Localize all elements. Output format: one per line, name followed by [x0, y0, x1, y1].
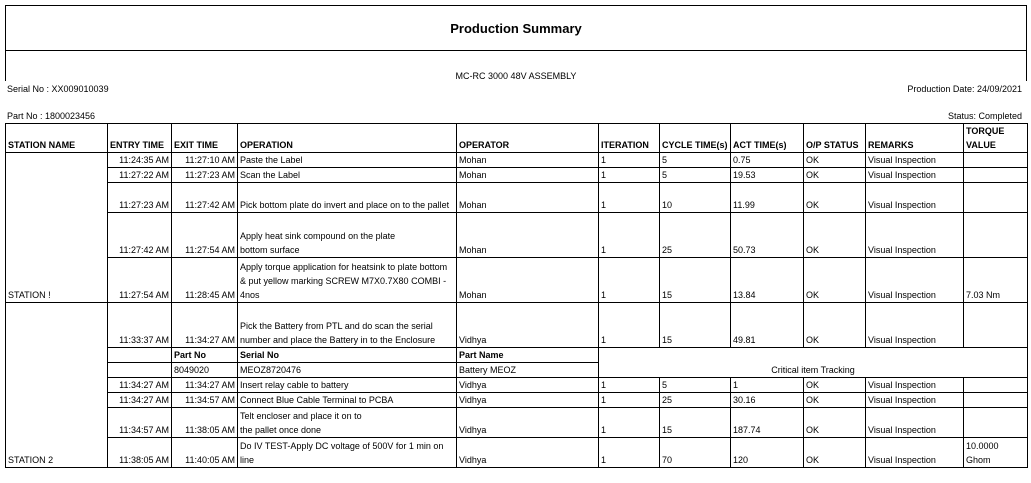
- header-entry-time: ENTRY TIME: [108, 124, 172, 153]
- remarks: Visual Inspection: [866, 303, 964, 348]
- torque-value: [964, 393, 1028, 408]
- operator: Vidhya: [457, 408, 599, 438]
- entry-time: 11:34:57 AM: [108, 408, 172, 438]
- operator: Mohan: [457, 153, 599, 168]
- remarks: Visual Inspection: [866, 183, 964, 213]
- act-time: 120: [731, 438, 804, 468]
- critical-header-row: [6, 348, 1028, 363]
- iteration: 1: [599, 168, 660, 183]
- act-time: 0.75: [731, 153, 804, 168]
- table-row: [6, 258, 1028, 303]
- page-title: Production Summary: [5, 5, 1027, 51]
- header-operation: OPERATION: [238, 124, 457, 153]
- act-time: 30.16: [731, 393, 804, 408]
- exit-time: 11:27:10 AM: [172, 153, 238, 168]
- remarks: Visual Inspection: [866, 438, 964, 468]
- operation: Apply torque application for heatsink to plate bottom & put yellow marking SCREW M7X0.7X80 COMBI - 4nos: [238, 258, 457, 303]
- operator: Vidhya: [457, 393, 599, 408]
- act-time: 11.99: [731, 183, 804, 213]
- act-time: 1: [731, 378, 804, 393]
- operator: Vidhya: [457, 378, 599, 393]
- entry-time: 11:34:27 AM: [108, 378, 172, 393]
- operation: Paste the Label: [238, 153, 457, 168]
- table-row: [6, 183, 1028, 213]
- operator: Mohan: [457, 258, 599, 303]
- critical-serial-no-label: Serial No: [238, 348, 457, 363]
- exit-time: 11:40:05 AM: [172, 438, 238, 468]
- header-operator: OPERATOR: [457, 124, 599, 153]
- operation: Pick bottom plate do invert and place on to the pallet: [238, 183, 457, 213]
- cycle-time: 25: [660, 393, 731, 408]
- critical-serial-no: MEOZ8720476: [238, 363, 457, 378]
- entry-time: 11:33:37 AM: [108, 303, 172, 348]
- table-row: [6, 378, 1028, 393]
- exit-time: 11:34:27 AM: [172, 303, 238, 348]
- assembly-name: MC-RC 3000 48V ASSEMBLY: [5, 51, 1027, 81]
- cycle-time: 5: [660, 378, 731, 393]
- op-status: OK: [804, 378, 866, 393]
- iteration: 1: [599, 438, 660, 468]
- table-row: [6, 438, 1028, 468]
- operator: Vidhya: [457, 303, 599, 348]
- torque-value: [964, 378, 1028, 393]
- header-act-time: ACT TIME(s): [731, 124, 804, 153]
- op-status: OK: [804, 153, 866, 168]
- torque-value: [964, 153, 1028, 168]
- act-time: 50.73: [731, 213, 804, 258]
- header-row: [6, 124, 1028, 153]
- torque-value: [964, 213, 1028, 258]
- table-row: [6, 303, 1028, 348]
- operator: Mohan: [457, 213, 599, 258]
- op-status: OK: [804, 258, 866, 303]
- empty-cell: [108, 363, 172, 378]
- entry-time: 11:38:05 AM: [108, 438, 172, 468]
- cycle-time: 10: [660, 183, 731, 213]
- critical-part-no: 8049020: [172, 363, 238, 378]
- table-row: [6, 213, 1028, 258]
- torque-value: [964, 408, 1028, 438]
- operation: Connect Blue Cable Terminal to PCBA: [238, 393, 457, 408]
- entry-time: 11:27:22 AM: [108, 168, 172, 183]
- op-status: OK: [804, 183, 866, 213]
- iteration: 1: [599, 183, 660, 213]
- operation: Apply heat sink compound on the plate bottom surface: [238, 213, 457, 258]
- table-row: [6, 168, 1028, 183]
- meta-block: [5, 81, 1027, 123]
- remarks: Visual Inspection: [866, 378, 964, 393]
- operation: Insert relay cable to battery: [238, 378, 457, 393]
- act-time: 19.53: [731, 168, 804, 183]
- production-summary-sheet: [5, 5, 1027, 468]
- part-no: Part No : 1800023456: [7, 111, 96, 121]
- entry-time: 11:27:42 AM: [108, 213, 172, 258]
- cycle-time: 25: [660, 213, 731, 258]
- act-time: 187.74: [731, 408, 804, 438]
- act-time: 13.84: [731, 258, 804, 303]
- exit-time: 11:28:45 AM: [172, 258, 238, 303]
- table-row: [6, 408, 1028, 438]
- remarks: Visual Inspection: [866, 153, 964, 168]
- production-table: [5, 123, 1028, 468]
- operator: Mohan: [457, 183, 599, 213]
- remarks: Visual Inspection: [866, 258, 964, 303]
- operation: Do IV TEST-Apply DC voltage of 500V for 1 min on line: [238, 438, 457, 468]
- serial-no: Serial No : XX009010039: [7, 84, 109, 94]
- header-torque: TORQUE VALUE: [964, 124, 1028, 153]
- iteration: 1: [599, 258, 660, 303]
- entry-time: 11:27:54 AM: [108, 258, 172, 303]
- entry-time: 11:34:27 AM: [108, 393, 172, 408]
- torque-value: [964, 303, 1028, 348]
- iteration: 1: [599, 378, 660, 393]
- empty-cell: [108, 348, 172, 363]
- critical-part-name: Battery MEOZ: [457, 363, 599, 378]
- production-date: Production Date: 24/09/2021: [907, 84, 1022, 94]
- operation: Pick the Battery from PTL and do scan the serial number and place the Battery in to the Enclosure: [238, 303, 457, 348]
- op-status: OK: [804, 213, 866, 258]
- critical-item-tracking: Critical item Tracking: [599, 348, 1028, 378]
- operation: Telt encloser and place it on to the pallet once done: [238, 408, 457, 438]
- station-name-cell: STATION 2: [6, 303, 108, 468]
- torque-value: 7.03 Nm: [964, 258, 1028, 303]
- remarks: Visual Inspection: [866, 168, 964, 183]
- cycle-time: 15: [660, 258, 731, 303]
- iteration: 1: [599, 153, 660, 168]
- status: Status: Completed: [947, 111, 1022, 121]
- critical-part-no-label: Part No: [172, 348, 238, 363]
- cycle-time: 15: [660, 408, 731, 438]
- critical-part-name-label: Part Name: [457, 348, 599, 363]
- exit-time: 11:27:23 AM: [172, 168, 238, 183]
- station-name-cell: STATION !: [6, 153, 108, 303]
- cycle-time: 70: [660, 438, 731, 468]
- iteration: 1: [599, 408, 660, 438]
- header-station: STATION NAME: [6, 124, 108, 153]
- iteration: 1: [599, 393, 660, 408]
- remarks: Visual Inspection: [866, 393, 964, 408]
- cycle-time: 5: [660, 153, 731, 168]
- exit-time: 11:27:42 AM: [172, 183, 238, 213]
- op-status: OK: [804, 303, 866, 348]
- torque-value: 10.0000 Ghom: [964, 438, 1028, 468]
- exit-time: 11:38:05 AM: [172, 408, 238, 438]
- header-exit-time: EXIT TIME: [172, 124, 238, 153]
- op-status: OK: [804, 168, 866, 183]
- op-status: OK: [804, 408, 866, 438]
- torque-value: [964, 183, 1028, 213]
- exit-time: 11:34:57 AM: [172, 393, 238, 408]
- operator: Vidhya: [457, 438, 599, 468]
- operation: Scan the Label: [238, 168, 457, 183]
- act-time: 49.81: [731, 303, 804, 348]
- operator: Mohan: [457, 168, 599, 183]
- exit-time: 11:34:27 AM: [172, 378, 238, 393]
- remarks: Visual Inspection: [866, 213, 964, 258]
- header-iteration: ITERATION: [599, 124, 660, 153]
- table-row: [6, 153, 1028, 168]
- iteration: 1: [599, 303, 660, 348]
- header-remarks: REMARKS: [866, 124, 964, 153]
- remarks: Visual Inspection: [866, 408, 964, 438]
- cycle-time: 5: [660, 168, 731, 183]
- iteration: 1: [599, 213, 660, 258]
- entry-time: 11:27:23 AM: [108, 183, 172, 213]
- table-row: [6, 393, 1028, 408]
- cycle-time: 15: [660, 303, 731, 348]
- op-status: OK: [804, 393, 866, 408]
- entry-time: 11:24:35 AM: [108, 153, 172, 168]
- exit-time: 11:27:54 AM: [172, 213, 238, 258]
- op-status: OK: [804, 438, 866, 468]
- header-cycle-time: CYCLE TIME(s): [660, 124, 731, 153]
- torque-value: [964, 168, 1028, 183]
- header-op-status: O/P STATUS: [804, 124, 866, 153]
